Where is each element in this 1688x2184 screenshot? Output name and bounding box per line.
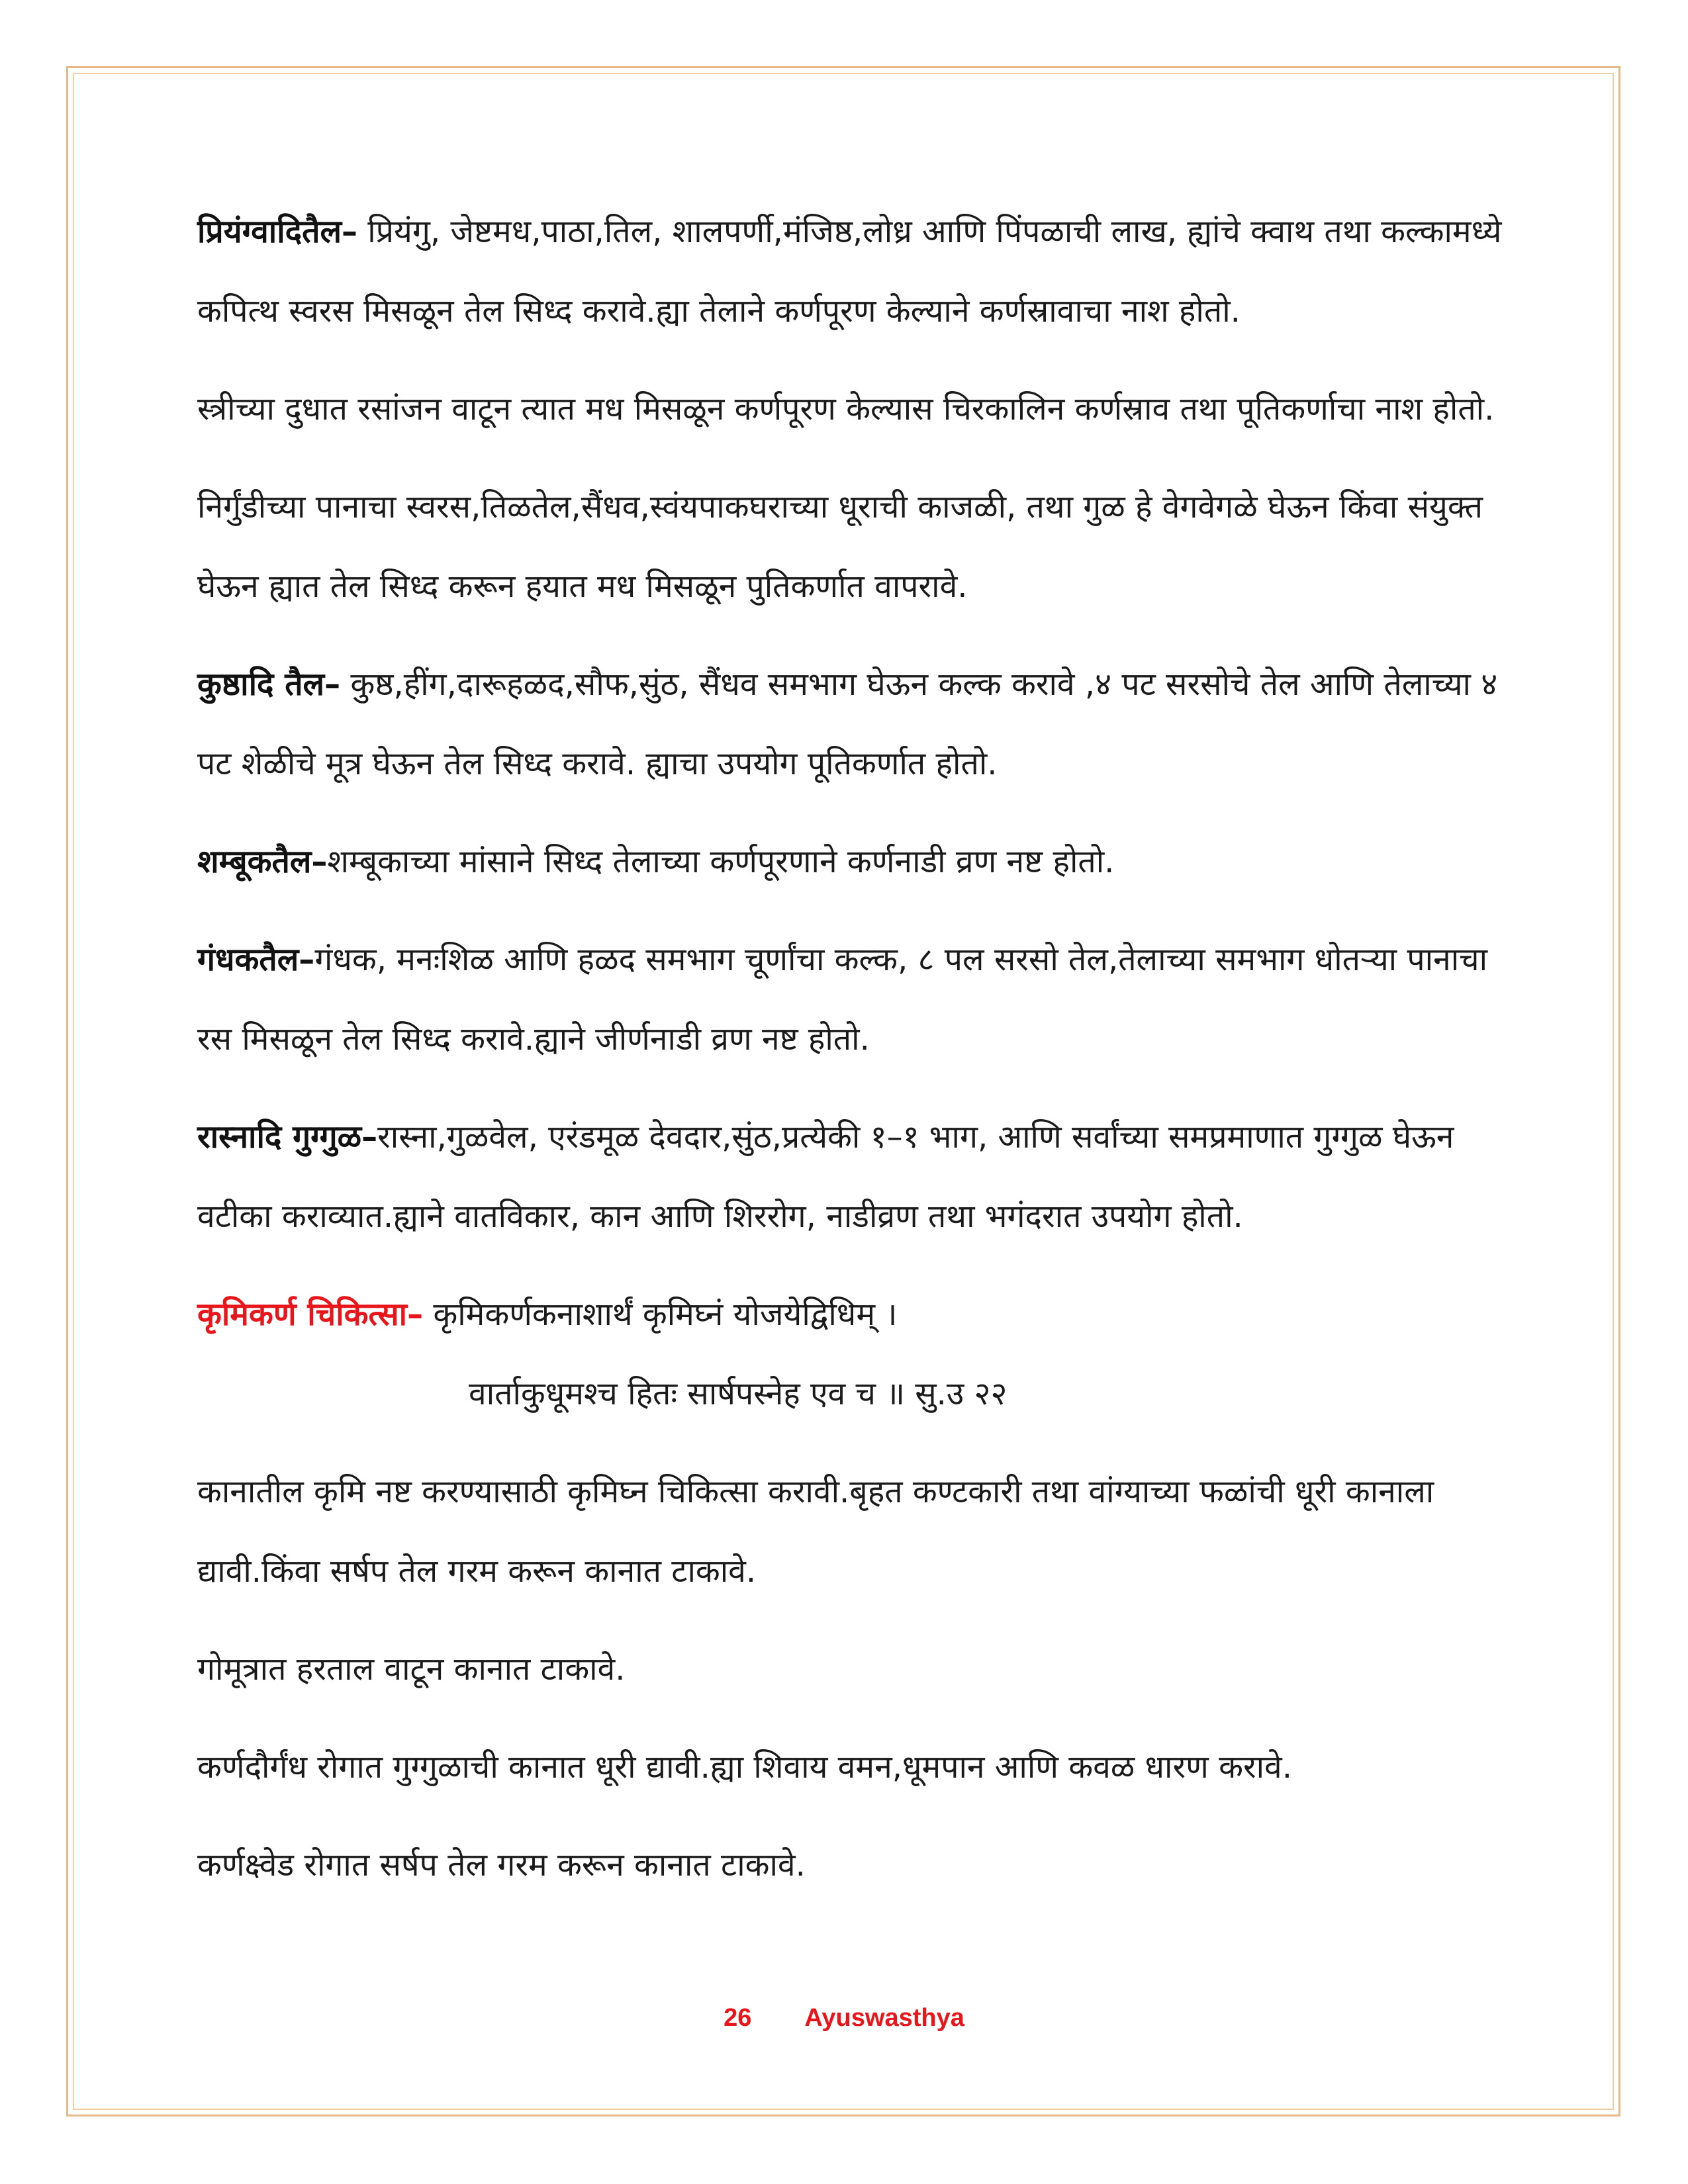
verse-line-1: कृमिकर्णकनाशार्थं कृमिघ्नं योजयेद्विधिम् । <box>423 1296 898 1333</box>
paragraph-karnadaurgandha <box>197 1727 1515 1807</box>
text-priyangvadi: प्रियंगु, जेष्टमध,पाठा,तिल, शालपर्णी,मंजिष्ठ,लोध्र आणि पिंपळाची लाख, ह्यांचे क्वाथ तथा कल्कामध्ये कपित्थ स्वरस मिसळून तेल सिध्द करावे.ह्या तेलाने कर्णपूरण केल्याने कर्णस्रावाचा नाश होतो. <box>197 213 1502 330</box>
paragraph-gomutra <box>197 1629 1515 1709</box>
paragraph-priyangvadi <box>197 192 1515 351</box>
page-number: 26 <box>724 2004 752 2032</box>
heading-kushthadi: कुष्ठादि तैल– <box>197 666 341 703</box>
paragraph-nirgundi <box>197 467 1515 626</box>
paragraph-krimikarna <box>197 1275 1515 1354</box>
verse-line-2: वार्ताकुधूमश्च हितः सार्षपस्नेह एव च ॥ सु.उ २२ <box>469 1375 1008 1412</box>
paragraph-stri-dugdha <box>197 369 1515 449</box>
text-nirgundi: निर्गुंडीच्या पानाचा स्वरस,तिळतेल,सैंधव,स्वंयपाकघराच्या धूराची काजळी, तथा गुळ हे वेगवेगळे घेऊन किंवा संयुक्त घेऊन ह्यात तेल सिध्द करून हयात मध मिसळून पुतिकर्णात वापरावे. <box>197 488 1483 605</box>
paragraph-krimi-treatment <box>197 1452 1515 1611</box>
page-footer <box>0 2004 1688 2032</box>
paragraph-shambuka <box>197 822 1515 901</box>
heading-priyangvadi: प्रियंग्वादितैल– <box>197 213 358 250</box>
text-gomutra: गोमूत्रात हरताल वाटून कानात टाकावे. <box>197 1651 626 1688</box>
footer-title: Ayuswasthya <box>804 2004 964 2032</box>
paragraph-karnakshveda <box>197 1825 1515 1905</box>
heading-rasnadi: रास्नादि गुग्गुळ– <box>197 1118 378 1156</box>
paragraph-gandhaka <box>197 920 1515 1079</box>
heading-shambuka: शम्बूकतैल– <box>197 843 328 880</box>
text-kushthadi: कुष्ठ,हींग,दारूहळद,सौफ,सुंठ, सैंधव समभाग घेऊन कल्क करावे ,४ पट सरसोचे तेल आणि तेलाच्या ४ पट शेळीचे मूत्र घेऊन तेल सिध्द करावे. ह्याचा उपयोग पूतिकर्णात होतो. <box>197 666 1498 782</box>
text-karnakshveda: कर्णक्ष्वेड रोगात सर्षप तेल गरम करून कानात टाकावे. <box>197 1846 806 1884</box>
text-rasnadi: रास्ना,गुळवेल, एरंडमूळ देवदार,सुंठ,प्रत्येकी १–१ भाग, आणि सर्वांच्या समप्रमाणात गुग्गुळ घेऊन वटीका कराव्यात.ह्याने वातविकार, कान आणि शिररोग, नाडीव्रण तथा भगंदरात उपयोग होतो. <box>197 1118 1454 1235</box>
paragraph-rasnadi <box>197 1097 1515 1256</box>
text-gandhaka: गंधक, मनःशिळ आणि हळद समभाग चूर्णांचा कल्क, ८ पल सरसो तेल,तेलाच्या समभाग धोतऱ्या पानाचा रस मिसळून तेल सिध्द करावे.ह्याने जीर्णनाडी व्रण नष्ट होतो. <box>197 941 1488 1058</box>
heading-krimikarna: कृमिकर्ण चिकित्सा– <box>197 1296 424 1333</box>
heading-gandhaka: गंधकतैल– <box>197 941 315 978</box>
text-stri-dugdha: स्त्रीच्या दुधात रसांजन वाटून त्यात मध मिसळून कर्णपूरण केल्यास चिरकालिन कर्णस्राव तथा पूतिकर्णाचा नाश होतो. <box>197 390 1495 428</box>
text-shambuka: शम्बूकाच्या मांसाने सिध्द तेलाच्या कर्णपूरणाने कर्णनाडी व्रण नष्ट होतो. <box>327 843 1115 880</box>
text-karnadaurgandha: कर्णदौर्गंध रोगात गुग्गुळाची कानात धूरी द्यावी.ह्या शिवाय वमन,धूमपान आणि कवळ धारण करावे. <box>197 1749 1292 1786</box>
verse-line-2-block <box>197 1354 1515 1433</box>
paragraph-kushthadi <box>197 645 1515 803</box>
page-content <box>197 192 1515 1942</box>
text-krimi-treatment: कानातील कृमि नष्ट करण्यासाठी कृमिघ्न चिकित्सा करावी.बृहत कण्टकारी तथा वांग्याच्या फळांची धूरी कानाला द्यावी.किंवा सर्षप तेल गरम करून कानात टाकावे. <box>197 1473 1434 1590</box>
